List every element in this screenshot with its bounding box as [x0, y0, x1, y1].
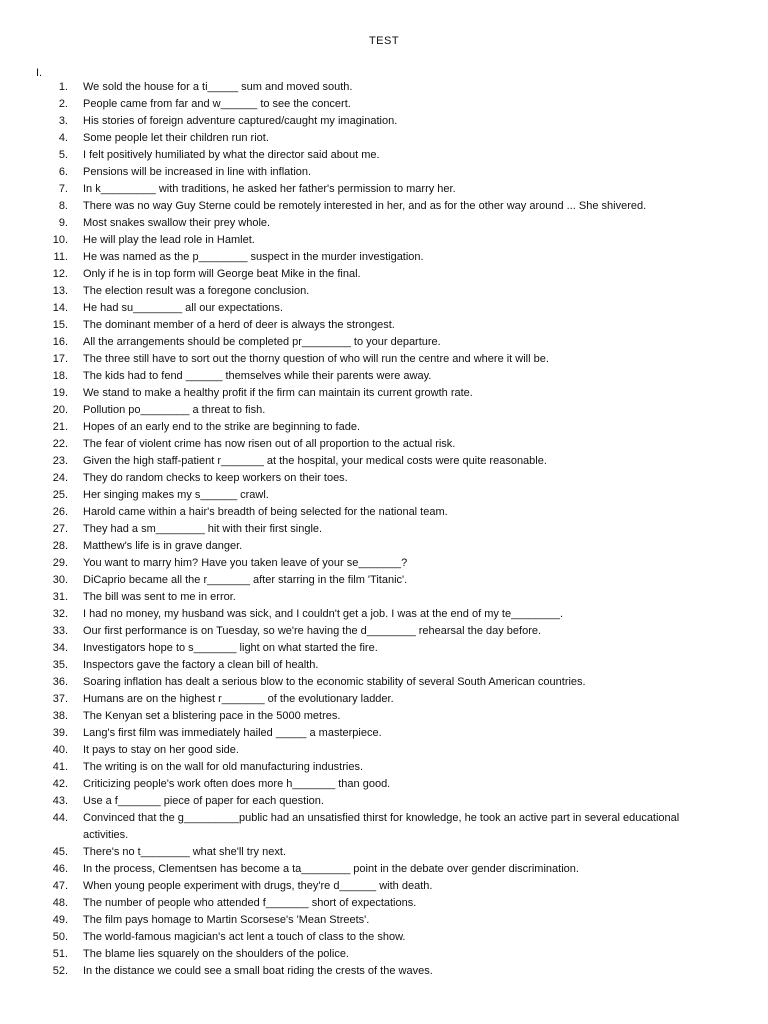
question-text: In the distance we could see a small boat riding the crests of the waves.: [83, 965, 433, 977]
question-text: It pays to stay on her good side.: [83, 744, 239, 756]
question-number: 18.: [52, 370, 68, 382]
question-number: 5.: [58, 149, 68, 161]
question-number: 32.: [52, 608, 68, 620]
question-text: He will play the lead role in Hamlet.: [83, 234, 255, 246]
question-number: 42.: [52, 778, 68, 790]
question-text: Most snakes swallow their prey whole.: [83, 217, 271, 229]
question-text: We stand to make a healthy profit if the firm can maintain its current growth rate.: [83, 387, 473, 399]
question-number: 28.: [52, 540, 68, 552]
question-item: [0, 538, 768, 555]
question-text: Given the high staff-patient r_______ at the hospital, your medical costs were quite reasonable.: [83, 455, 547, 467]
question-number: 4.: [58, 132, 68, 144]
question-number: 26.: [52, 506, 68, 518]
question-text: His stories of foreign adventure captured/caught my imagination.: [83, 115, 398, 127]
question-text: The number of people who attended f_______ short of expectations.: [83, 897, 417, 909]
question-item: [0, 113, 768, 130]
question-item: [0, 470, 768, 487]
question-text: I felt positively humiliated by what the director said about me.: [83, 149, 380, 161]
question-item: [0, 181, 768, 198]
question-text: I had no money, my husband was sick, and I couldn't get a job. I was at the end of my te________.: [83, 608, 564, 620]
question-item: [0, 691, 768, 708]
question-item: [0, 589, 768, 606]
question-text: He had su________ all our expectations.: [83, 302, 283, 314]
question-item: [0, 232, 768, 249]
question-text: There was no way Guy Sterne could be remotely interested in her, and as for the other way around ... She shivered.: [83, 200, 647, 212]
question-number: 17.: [52, 353, 68, 365]
question-item: [0, 623, 768, 640]
question-text: Criticizing people's work often does more h_______ than good.: [83, 778, 391, 790]
question-item: [0, 725, 768, 742]
question-item: [0, 963, 768, 980]
question-number: 24.: [52, 472, 68, 484]
question-text: The blame lies squarely on the shoulders of the police.: [83, 948, 349, 960]
question-number: 47.: [52, 880, 68, 892]
question-item: [0, 453, 768, 470]
question-text: There's no t________ what she'll try next.: [83, 846, 286, 858]
question-number: 40.: [52, 744, 68, 756]
question-item: [0, 368, 768, 385]
question-number: 13.: [52, 285, 68, 297]
question-item: [0, 606, 768, 623]
question-number: 23.: [52, 455, 68, 467]
question-item: [0, 572, 768, 589]
question-item: [0, 385, 768, 402]
question-text: They do random checks to keep workers on their toes.: [83, 472, 348, 484]
question-text: Hopes of an early end to the strike are beginning to fade.: [83, 421, 361, 433]
question-item: [0, 521, 768, 538]
question-text: Convinced that the g_________public had an unsatisfied thirst for knowledge, he took an active part in several educational activities.: [83, 812, 680, 841]
question-item: [0, 249, 768, 266]
question-number: 34.: [52, 642, 68, 654]
question-text: In the process, Clementsen has become a ta________ point in the debate over gender discrimination.: [83, 863, 579, 875]
question-item: [0, 844, 768, 861]
question-text: The film pays homage to Martin Scorsese's 'Mean Streets'.: [83, 914, 370, 926]
question-text: The election result was a foregone conclusion.: [83, 285, 310, 297]
question-item: [0, 555, 768, 572]
question-item: [0, 895, 768, 912]
question-number: 1.: [58, 81, 68, 93]
question-text: DiCaprio became all the r_______ after starring in the film 'Titanic'.: [83, 574, 408, 586]
question-number: 49.: [52, 914, 68, 926]
question-number: 11.: [53, 251, 68, 263]
question-number: 8.: [58, 200, 68, 212]
question-number: 7.: [58, 183, 68, 195]
question-number: 27.: [52, 523, 68, 535]
question-item: [0, 810, 768, 844]
question-text: The Kenyan set a blistering pace in the 5000 metres.: [83, 710, 341, 722]
question-item: [0, 147, 768, 164]
question-item: [0, 708, 768, 725]
question-item: [0, 776, 768, 793]
question-item: [0, 96, 768, 113]
question-number: 36.: [52, 676, 68, 688]
question-number: 52.: [52, 965, 68, 977]
question-number: 35.: [52, 659, 68, 671]
question-text: We sold the house for a ti_____ sum and moved south.: [83, 81, 353, 93]
question-text: People came from far and w______ to see the concert.: [83, 98, 351, 110]
question-number: 20.: [52, 404, 68, 416]
question-number: 3.: [58, 115, 68, 127]
question-number: 41.: [52, 761, 68, 773]
question-item: [0, 436, 768, 453]
question-number: 48.: [52, 897, 68, 909]
question-text: In k_________ with traditions, he asked her father's permission to marry her.: [83, 183, 456, 195]
question-number: 33.: [52, 625, 68, 637]
question-item: [0, 266, 768, 283]
question-text: Her singing makes my s______ crawl.: [83, 489, 269, 501]
question-number: 37.: [52, 693, 68, 705]
question-number: 51.: [52, 948, 68, 960]
question-item: [0, 334, 768, 351]
question-text: Lang's first film was immediately hailed _____ a masterpiece.: [83, 727, 382, 739]
question-number: 29.: [52, 557, 68, 569]
question-number: 43.: [52, 795, 68, 807]
question-item: [0, 759, 768, 776]
question-number: 2.: [58, 98, 68, 110]
question-text: Only if he is in top form will George beat Mike in the final.: [83, 268, 361, 280]
question-number: 10.: [52, 234, 68, 246]
question-text: Pensions will be increased in line with inflation.: [83, 166, 312, 178]
question-text: Some people let their children run riot.: [83, 132, 269, 144]
question-number: 12.: [52, 268, 68, 280]
question-text: Inspectors gave the factory a clean bill of health.: [83, 659, 319, 671]
question-item: [0, 878, 768, 895]
question-number: 46.: [52, 863, 68, 875]
question-number: 21.: [52, 421, 68, 433]
question-number: 39.: [52, 727, 68, 739]
question-text: The fear of violent crime has now risen out of all proportion to the actual risk.: [83, 438, 456, 450]
question-item: [0, 79, 768, 96]
question-item: [0, 657, 768, 674]
question-item: [0, 742, 768, 759]
question-item: [0, 300, 768, 317]
question-text: Pollution po________ a threat to fish.: [83, 404, 266, 416]
question-item: [0, 946, 768, 963]
question-number: 19.: [52, 387, 68, 399]
question-number: 44.: [52, 812, 68, 824]
question-text: Harold came within a hair's breadth of being selected for the national team.: [83, 506, 448, 518]
question-text: The three still have to sort out the thorny question of who will run the centre and where it will be.: [83, 353, 549, 365]
question-item: [0, 283, 768, 300]
question-text: Humans are on the highest r_______ of the evolutionary ladder.: [83, 693, 394, 705]
question-number: 15.: [52, 319, 68, 331]
question-text: The kids had to fend ______ themselves while their parents were away.: [83, 370, 432, 382]
question-item: [0, 504, 768, 521]
question-item: [0, 317, 768, 334]
question-number: 38.: [52, 710, 68, 722]
question-item: [0, 929, 768, 946]
question-number: 31.: [52, 591, 68, 603]
question-number: 6.: [58, 166, 68, 178]
question-text: Soaring inflation has dealt a serious blow to the economic stability of several South American countries.: [83, 676, 586, 688]
question-item: [0, 861, 768, 878]
question-item: [0, 912, 768, 929]
question-number: 16.: [52, 336, 68, 348]
question-item: [0, 402, 768, 419]
question-text: The world-famous magician's act lent a touch of class to the show.: [83, 931, 406, 943]
question-text: They had a sm________ hit with their first single.: [83, 523, 323, 535]
question-number: 14.: [52, 302, 68, 314]
question-text: When young people experiment with drugs, they're d______ with death.: [83, 880, 433, 892]
document-title: TEST: [368, 35, 400, 47]
question-text: Investigators hope to s_______ light on what started the fire.: [83, 642, 378, 654]
question-text: Use a f_______ piece of paper for each question.: [83, 795, 324, 807]
question-list: [0, 79, 768, 980]
question-number: 45.: [52, 846, 68, 858]
question-item: [0, 793, 768, 810]
question-item: [0, 164, 768, 181]
question-number: 25.: [52, 489, 68, 501]
question-text: The dominant member of a herd of deer is always the strongest.: [83, 319, 395, 331]
question-item: [0, 130, 768, 147]
section-number: I.: [36, 67, 43, 79]
question-number: 30.: [52, 574, 68, 586]
question-text: The bill was sent to me in error.: [83, 591, 236, 603]
question-item: [0, 198, 768, 215]
question-item: [0, 351, 768, 368]
question-text: All the arrangements should be completed pr________ to your departure.: [83, 336, 441, 348]
question-item: [0, 419, 768, 436]
question-text: You want to marry him? Have you taken leave of your se_______?: [83, 557, 408, 569]
question-number: 50.: [52, 931, 68, 943]
question-number: 9.: [58, 217, 68, 229]
question-number: 22.: [52, 438, 68, 450]
question-item: [0, 215, 768, 232]
question-text: Matthew's life is in grave danger.: [83, 540, 243, 552]
question-text: The writing is on the wall for old manufacturing industries.: [83, 761, 364, 773]
question-text: Our first performance is on Tuesday, so we're having the d________ rehearsal the day before.: [83, 625, 542, 637]
question-item: [0, 674, 768, 691]
question-item: [0, 640, 768, 657]
question-item: [0, 487, 768, 504]
question-text: He was named as the p________ suspect in the murder investigation.: [83, 251, 424, 263]
